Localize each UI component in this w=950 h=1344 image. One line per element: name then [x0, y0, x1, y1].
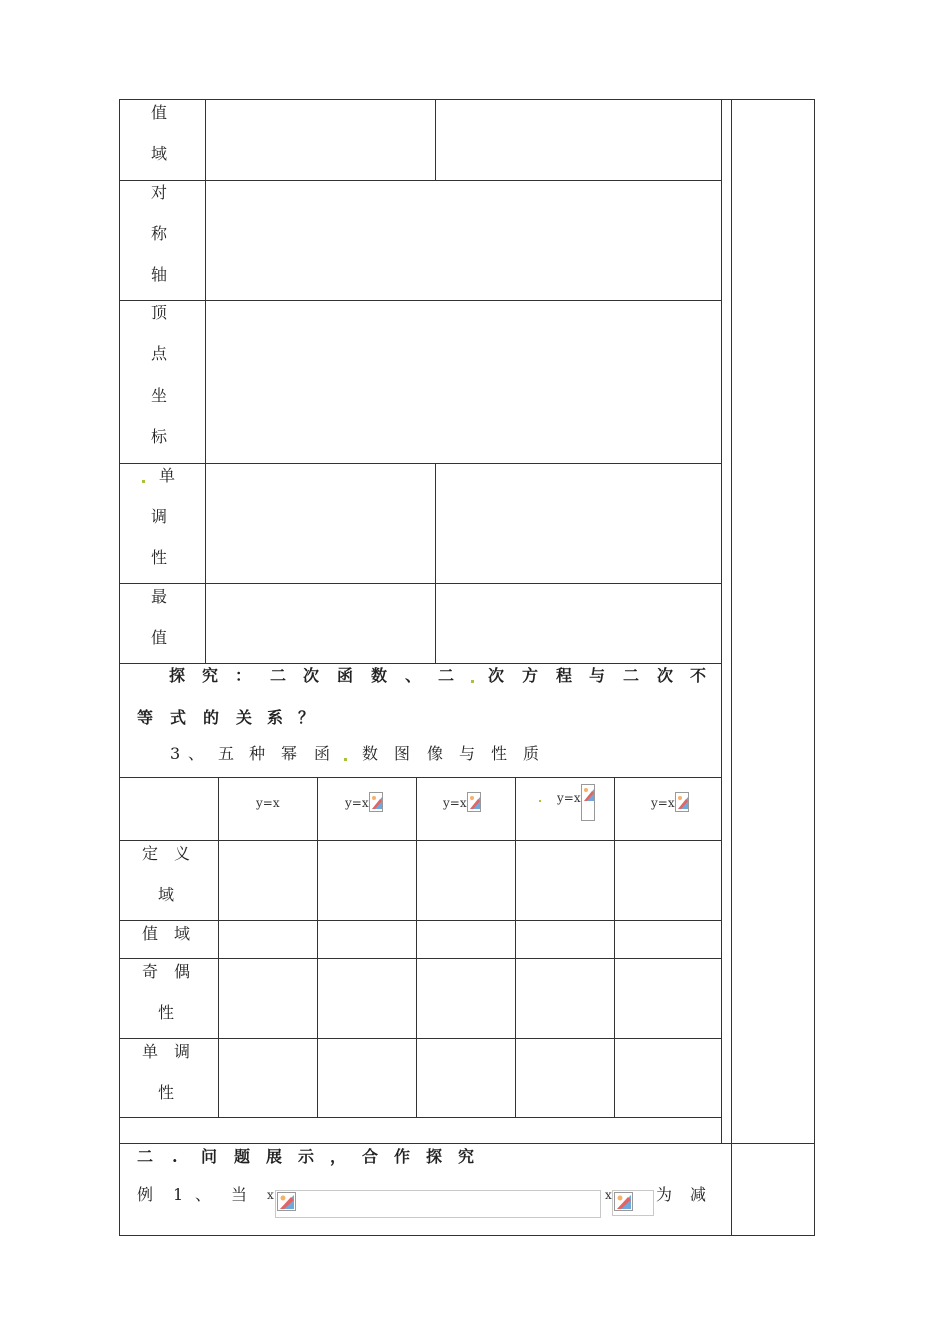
header-formula: y=x	[443, 796, 467, 810]
title-char: 性	[491, 744, 508, 763]
row-line	[119, 663, 721, 664]
row-label-char: 域	[150, 144, 167, 163]
row-label-char: 性	[158, 1083, 175, 1102]
accent-dot	[471, 680, 474, 683]
row-label-char: 值	[150, 628, 167, 647]
row-label-char: 单	[158, 466, 175, 485]
row-line	[119, 180, 721, 181]
accent-dot	[539, 800, 541, 802]
heading-char: 探	[426, 1147, 443, 1166]
row-line	[119, 1117, 721, 1118]
row-label-char: 性	[158, 1003, 175, 1022]
explore-char: 二	[623, 666, 640, 685]
row-label-char: 性	[150, 548, 167, 567]
row-label-char: 奇	[142, 962, 159, 981]
row-label-char: 称	[150, 224, 167, 243]
explore-char: ：	[235, 666, 252, 685]
row-label-char: 定	[142, 844, 159, 863]
example-char: 当	[231, 1185, 248, 1204]
explore-char: 数	[371, 666, 388, 685]
title-char: 函	[314, 744, 331, 763]
exponent-image-icon	[369, 792, 383, 812]
row-label-char: 顶	[150, 303, 167, 322]
title-char: 图	[394, 744, 411, 763]
col-line	[218, 777, 219, 1117]
row-line	[119, 1038, 721, 1039]
table-border-top	[119, 99, 815, 100]
explore-char: 不	[690, 666, 707, 685]
explore-char: 系	[267, 708, 284, 727]
explore-char: 二	[270, 666, 287, 685]
broken-image-icon	[277, 1192, 296, 1211]
row-label-char: 域	[158, 885, 175, 904]
header-formula: y=x	[256, 796, 280, 810]
table-border-bottom	[119, 1235, 815, 1236]
example-char: 例	[137, 1185, 154, 1204]
example-char: 1	[173, 1185, 184, 1204]
col-split-2	[435, 463, 436, 663]
exponent-image-icon	[675, 792, 689, 812]
title-char: 种	[249, 744, 266, 763]
explore-char: 二	[438, 666, 455, 685]
row-label-char: 单	[142, 1042, 159, 1061]
table-border-right-1	[731, 99, 732, 1236]
explore-char: 函	[337, 666, 354, 685]
explore-char: 次	[657, 666, 674, 685]
row-label-char: 义	[174, 844, 191, 863]
title-char: 、	[188, 744, 205, 763]
variable-x: x	[605, 1188, 612, 1202]
explore-char: 与	[589, 666, 606, 685]
title-char: 与	[459, 744, 476, 763]
row-label-char: 值	[150, 103, 167, 122]
section-divider	[119, 1143, 815, 1144]
row-label-char: 标	[150, 427, 167, 446]
broken-image-icon	[614, 1192, 633, 1211]
explore-char: 、	[405, 666, 422, 685]
table-inner-right	[721, 99, 722, 1144]
heading-char: 二	[137, 1147, 154, 1166]
header-formula: y=x	[345, 796, 369, 810]
explore-char: 关	[236, 708, 253, 727]
heading-char: 究	[458, 1147, 475, 1166]
embedded-image-frame	[275, 1190, 601, 1218]
row-line	[119, 840, 721, 841]
heading-char: ，	[330, 1147, 347, 1166]
col-line	[317, 777, 318, 1117]
heading-char: 合	[362, 1147, 379, 1166]
example-char: 、	[195, 1185, 212, 1204]
row-label-char: 坐	[150, 386, 167, 405]
explore-char: 究	[202, 666, 219, 685]
row-line	[119, 958, 721, 959]
row-label-char: 最	[150, 587, 167, 606]
title-char: 数	[362, 744, 379, 763]
explore-char: 次	[488, 666, 505, 685]
explore-char: 探	[169, 666, 186, 685]
variable-x: x	[267, 1188, 274, 1202]
label-col-divider	[205, 99, 206, 663]
row-line	[119, 777, 721, 778]
explore-char: 次	[303, 666, 320, 685]
row-label-char: 偶	[174, 962, 191, 981]
accent-dot	[344, 758, 347, 761]
explore-char: 式	[170, 708, 187, 727]
row-label-char: 对	[150, 183, 167, 202]
row-label-char: 调	[150, 507, 167, 526]
row-line	[119, 463, 721, 464]
heading-char: .	[172, 1147, 178, 1166]
header-formula: y=x	[557, 791, 581, 805]
title-char: 像	[427, 744, 444, 763]
row-label-char: 调	[174, 1042, 191, 1061]
row-line	[119, 300, 721, 301]
explore-char: 程	[556, 666, 573, 685]
heading-char: 题	[234, 1147, 251, 1166]
col-line	[416, 777, 417, 1117]
heading-char: 问	[201, 1147, 218, 1166]
table-border-right-2	[814, 99, 815, 1236]
col-split-1	[435, 99, 436, 180]
example-char: 为	[656, 1185, 673, 1204]
example-char: 减	[690, 1185, 707, 1204]
heading-char: 示	[298, 1147, 315, 1166]
table-border-left	[119, 99, 120, 1236]
col-line	[614, 777, 615, 1117]
row-line	[119, 583, 721, 584]
col-line	[515, 777, 516, 1117]
row-label-char: 点	[150, 344, 167, 363]
explore-char: 方	[522, 666, 539, 685]
exponent-image-icon	[467, 792, 481, 812]
row-label-char: 域	[174, 924, 191, 943]
explore-char: 的	[203, 708, 220, 727]
heading-char: 作	[394, 1147, 411, 1166]
explore-char: 等	[137, 708, 154, 727]
header-formula: y=x	[651, 796, 675, 810]
row-label-char: 轴	[150, 265, 167, 284]
explore-char: ？	[298, 708, 315, 727]
title-char: 幂	[281, 744, 298, 763]
title-char: 质	[523, 744, 540, 763]
heading-char: 展	[266, 1147, 283, 1166]
row-label-char: 值	[142, 924, 159, 943]
exponent-image-icon	[581, 784, 595, 821]
title-char: 五	[218, 744, 235, 763]
row-line	[119, 920, 721, 921]
accent-dot	[142, 480, 145, 483]
title-char: 3	[170, 744, 181, 763]
